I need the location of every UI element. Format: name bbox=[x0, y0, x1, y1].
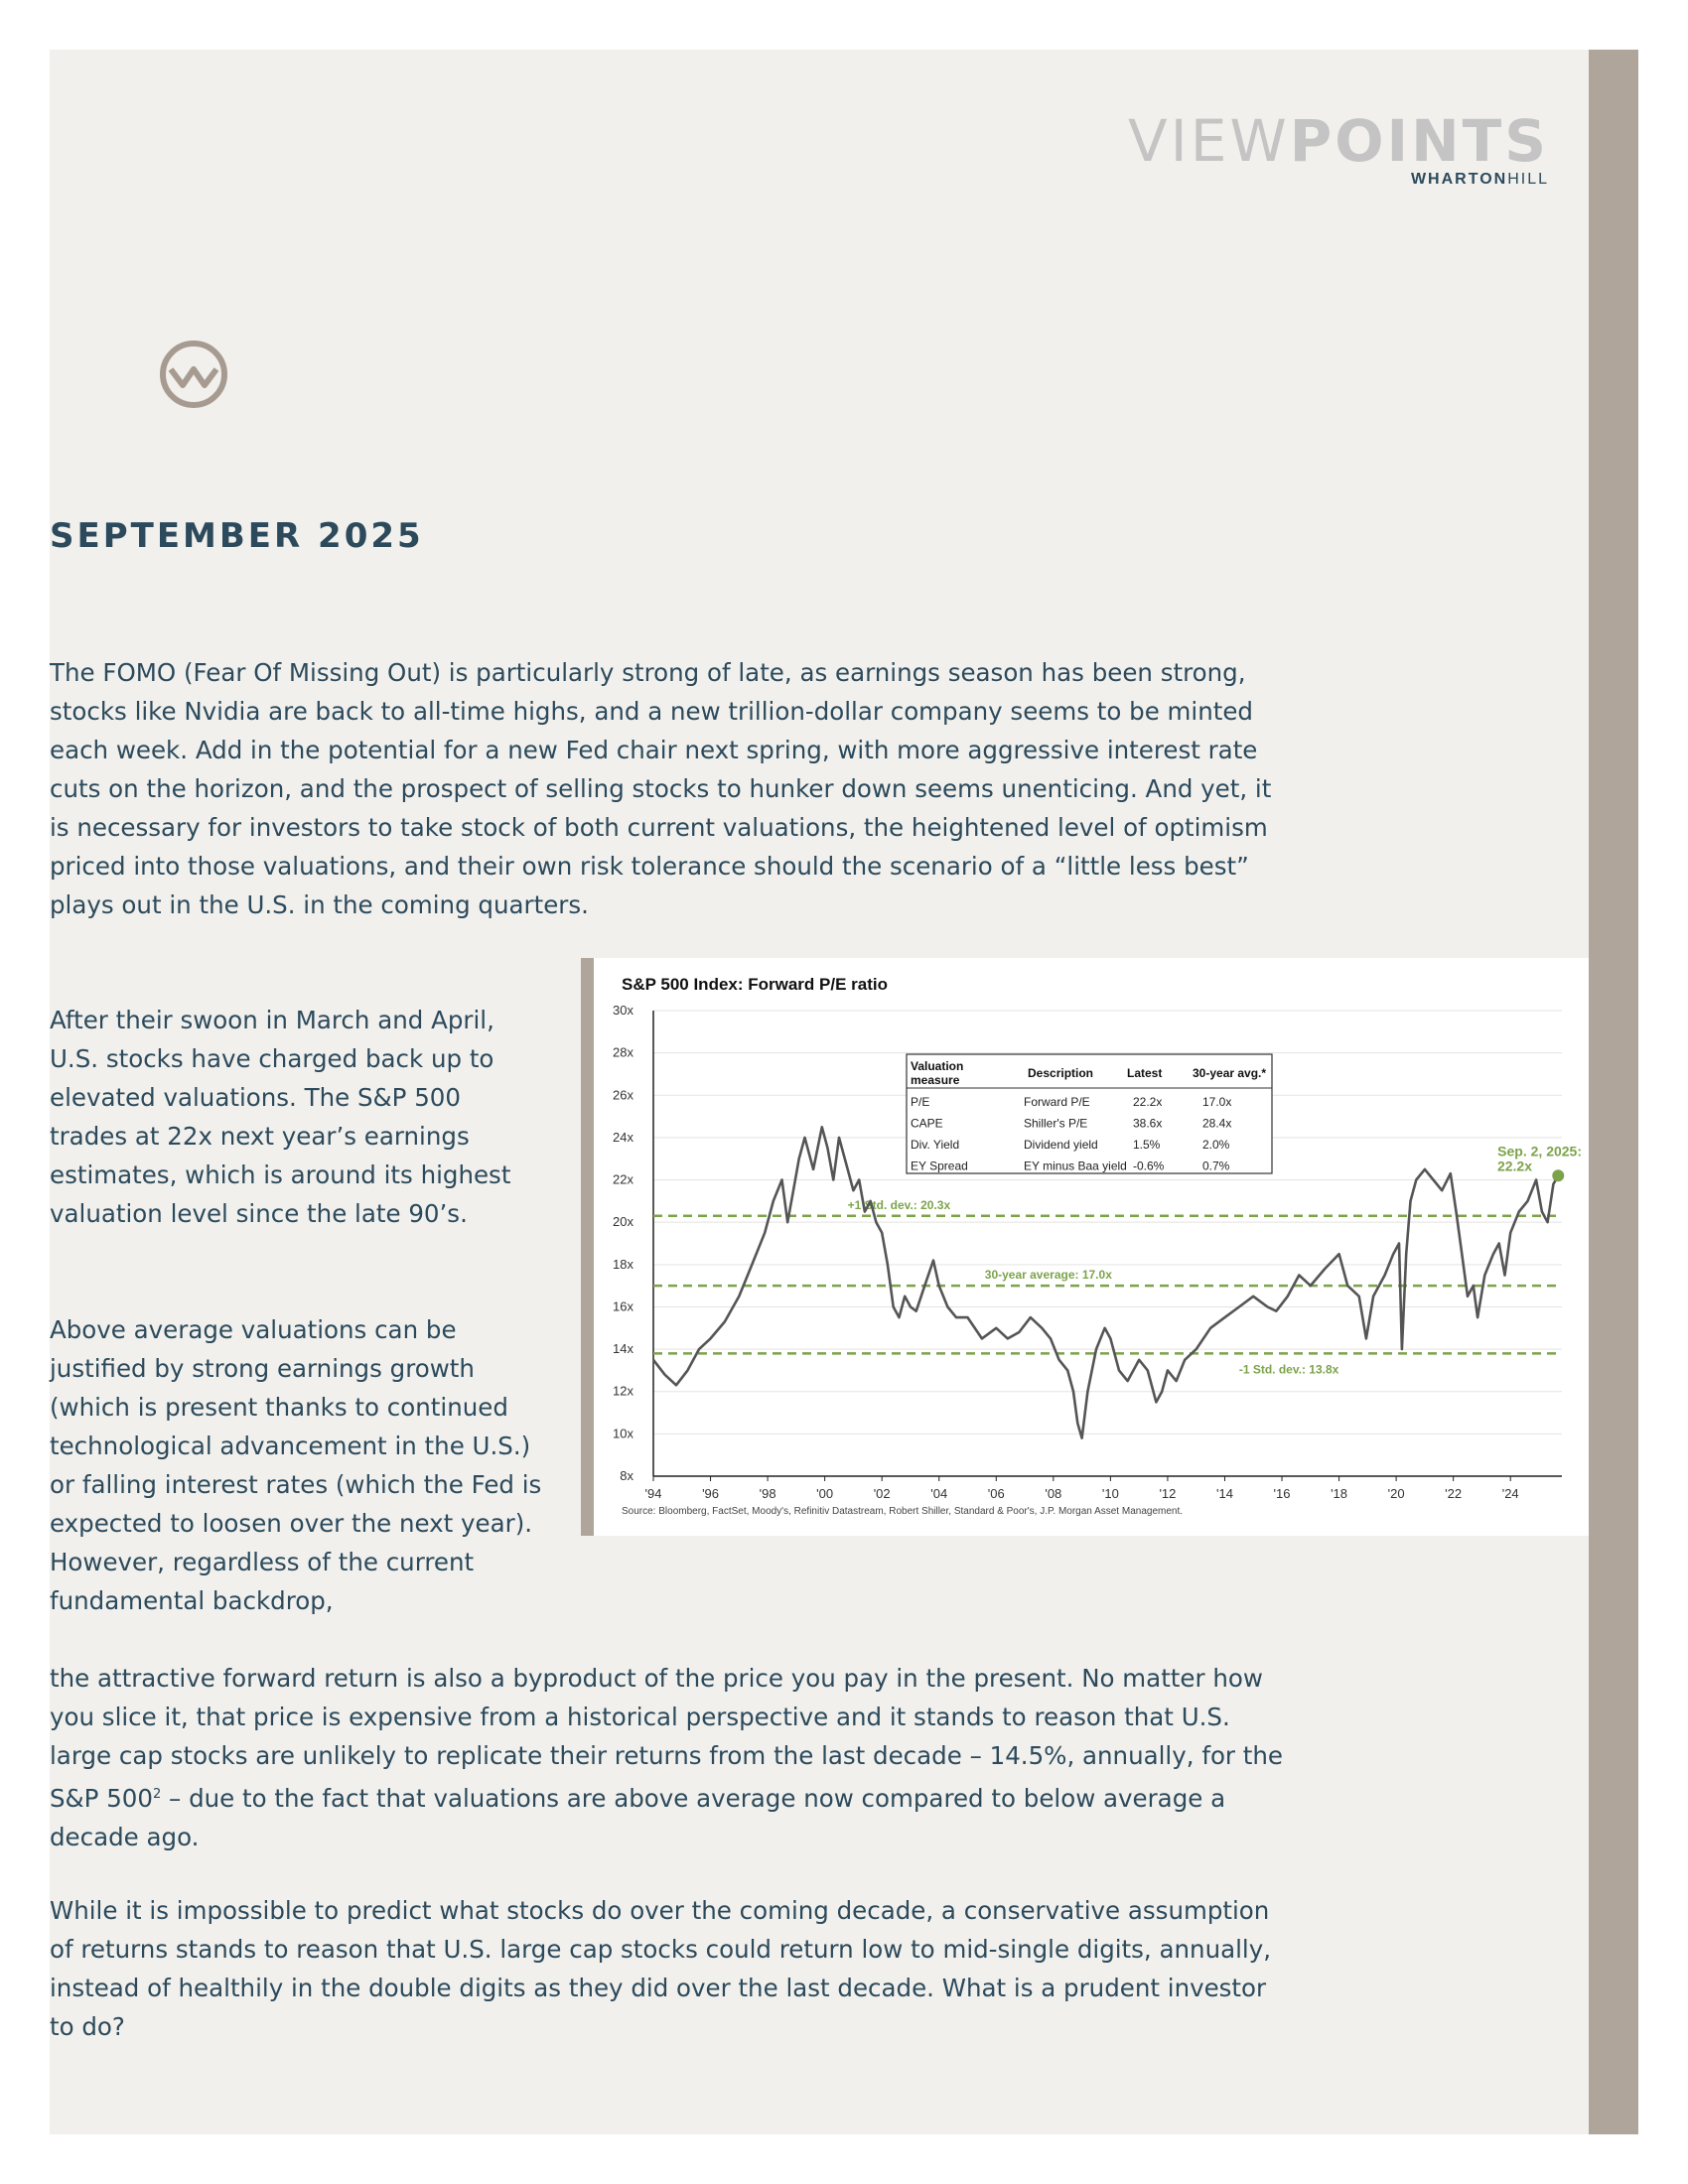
y-tick-label: 24x bbox=[613, 1129, 633, 1145]
brand-wordmark bbox=[1033, 109, 1549, 173]
forward-return-text-b: – due to the fact that valuations are above average now compared to below average a decade ago. bbox=[50, 1784, 1226, 1852]
reference-line-label: -1 Std. dev.: 13.8x bbox=[1238, 1362, 1339, 1377]
pe-line-chart bbox=[594, 958, 1589, 1536]
table-cell: 28.4x bbox=[1202, 1116, 1232, 1131]
footnote-marker: 2 bbox=[152, 1787, 162, 1802]
table-cell: P/E bbox=[911, 1095, 930, 1109]
x-tick-label: '06 bbox=[987, 1486, 1005, 1501]
x-tick-label: '18 bbox=[1331, 1486, 1348, 1501]
x-tick-label: '24 bbox=[1501, 1486, 1519, 1501]
table-cell: 38.6x bbox=[1133, 1116, 1163, 1131]
table-cell: 17.0x bbox=[1202, 1095, 1232, 1109]
table-cell: 2.0% bbox=[1202, 1138, 1230, 1152]
intro-paragraph: The FOMO (Fear Of Missing Out) is particularly strong of late, as earnings season has been strong, stocks like Nvidia are back to all-time highs, and a new trillion-dollar company seems to be minted each week. Add in the potential for a new Fed chair next spring, with more aggressive interest rate cuts on the horizon, and the prospect of selling stocks to hunker down seems unenticing. And yet, it is necessary for investors to take stock of both current valuations, the heightened level of optimism priced into those valuations, and their own risk tolerance should the scenario of a “little less best” plays out in the U.S. in the coming quarters. bbox=[50, 658, 1272, 919]
y-tick-label: 22x bbox=[613, 1171, 633, 1187]
table-cell: -0.6% bbox=[1133, 1159, 1165, 1173]
forward-return-text-a: the attractive forward return is also a byproduct of the price you pay in the present. No matter how you slice it, that price is expensive from a historical perspective and it stands to reason that U.S. large cap stocks are unlikely to replicate their returns from the last decade – 14.5%, annually, for the S&P 500 bbox=[50, 1664, 1283, 1814]
y-tick-label: 12x bbox=[613, 1383, 633, 1399]
x-tick-label: '96 bbox=[702, 1486, 720, 1501]
chart-x-tick-labels bbox=[645, 1486, 1519, 1501]
x-tick-label: '02 bbox=[873, 1486, 891, 1501]
x-tick-label: '10 bbox=[1101, 1486, 1119, 1501]
table-cell: Forward P/E bbox=[1024, 1095, 1090, 1109]
y-tick-label: 30x bbox=[613, 1003, 633, 1018]
brand-sub-thin: HILL bbox=[1507, 171, 1549, 188]
table-cell: Dividend yield bbox=[1024, 1138, 1098, 1152]
table-cell: Shiller's P/E bbox=[1024, 1116, 1088, 1131]
forward-return-paragraph bbox=[50, 1659, 1291, 1856]
brand-sub-bold: WHARTON bbox=[1410, 171, 1508, 188]
x-tick-label: '12 bbox=[1159, 1486, 1177, 1501]
y-tick-label: 16x bbox=[613, 1298, 633, 1314]
y-tick-label: 8x bbox=[620, 1468, 633, 1483]
latest-value-marker bbox=[1552, 1169, 1564, 1181]
table-cell: 22.2x bbox=[1133, 1095, 1163, 1109]
reference-line-label: +1 Std. dev.: 20.3x bbox=[847, 1197, 951, 1212]
x-tick-label: '94 bbox=[644, 1486, 662, 1501]
valuation-table bbox=[907, 1054, 1272, 1173]
y-tick-label: 20x bbox=[613, 1214, 633, 1230]
table-cell: 0.7% bbox=[1202, 1159, 1230, 1173]
table-header: 30-year avg.* bbox=[1193, 1066, 1267, 1080]
swoon-paragraph: After their swoon in March and April, U.S. stocks have charged back up to elevated valuations. The S&P 500 trades at 22x next year’s earnings estimates, which is around its highest valuation level since the late 90’s. bbox=[50, 1006, 511, 1228]
x-tick-label: '16 bbox=[1273, 1486, 1291, 1501]
chart-title: S&P 500 Index: Forward P/E ratio bbox=[622, 975, 888, 994]
table-header: Latest bbox=[1127, 1066, 1163, 1080]
side-accent-bar bbox=[1589, 50, 1638, 2134]
table-cell: 1.5% bbox=[1133, 1138, 1161, 1152]
annotation-value: 22.2x bbox=[1496, 1158, 1532, 1174]
x-tick-label: '22 bbox=[1445, 1486, 1463, 1501]
y-tick-label: 18x bbox=[613, 1256, 633, 1272]
x-tick-label: '08 bbox=[1045, 1486, 1062, 1501]
closing-paragraph: While it is impossible to predict what stocks do over the coming decade, a conservative assumption of returns stands to reason that U.S. large cap stocks could return low to mid-single digits, annually, instead of healthily in the double digits as they did over the last decade. What is a prudent investor to do? bbox=[50, 1896, 1272, 2041]
x-tick-label: '04 bbox=[930, 1486, 948, 1501]
brand-view: VIEW bbox=[1127, 107, 1290, 175]
reference-line-label: 30-year average: 17.0x bbox=[984, 1268, 1112, 1283]
y-tick-label: 26x bbox=[613, 1087, 633, 1103]
table-header: measure bbox=[911, 1073, 960, 1087]
table-cell: EY minus Baa yield bbox=[1024, 1159, 1127, 1173]
table-header: Description bbox=[1028, 1066, 1094, 1080]
brand-points: POINTS bbox=[1289, 107, 1549, 175]
table-cell: CAPE bbox=[911, 1116, 943, 1131]
table-cell: EY Spread bbox=[911, 1159, 968, 1173]
x-tick-label: '98 bbox=[759, 1486, 776, 1501]
viewpoints-brand bbox=[1033, 109, 1549, 189]
issue-date: SEPTEMBER 2025 bbox=[50, 516, 424, 556]
chart-source: Source: Bloomberg, FactSet, Moody's, Refinitiv Datastream, Robert Shiller, Standard & Poor's, J.P. Morgan Asset Management. bbox=[622, 1506, 1184, 1517]
x-tick-label: '20 bbox=[1387, 1486, 1405, 1501]
y-tick-label: 10x bbox=[613, 1426, 633, 1441]
y-tick-label: 14x bbox=[613, 1341, 633, 1357]
chart-y-tick-labels bbox=[613, 1003, 633, 1483]
table-header: Valuation bbox=[911, 1059, 964, 1073]
pe-chart-figure bbox=[581, 958, 1589, 1536]
annotation-date: Sep. 2, 2025: bbox=[1497, 1143, 1582, 1160]
x-tick-label: '00 bbox=[816, 1486, 834, 1501]
x-tick-label: '14 bbox=[1215, 1486, 1233, 1501]
y-tick-label: 28x bbox=[613, 1044, 633, 1060]
whartonhill-logo-icon bbox=[159, 340, 228, 409]
above-average-paragraph: Above average valuations can be justified by strong earnings growth (which is present thanks to continued technological advancement in the U.S.) or falling interest rates (which the Fed is expected to loosen over the next year). However, regardless of the current fundamental backdrop, bbox=[50, 1315, 542, 1615]
table-cell: Div. Yield bbox=[911, 1138, 960, 1152]
